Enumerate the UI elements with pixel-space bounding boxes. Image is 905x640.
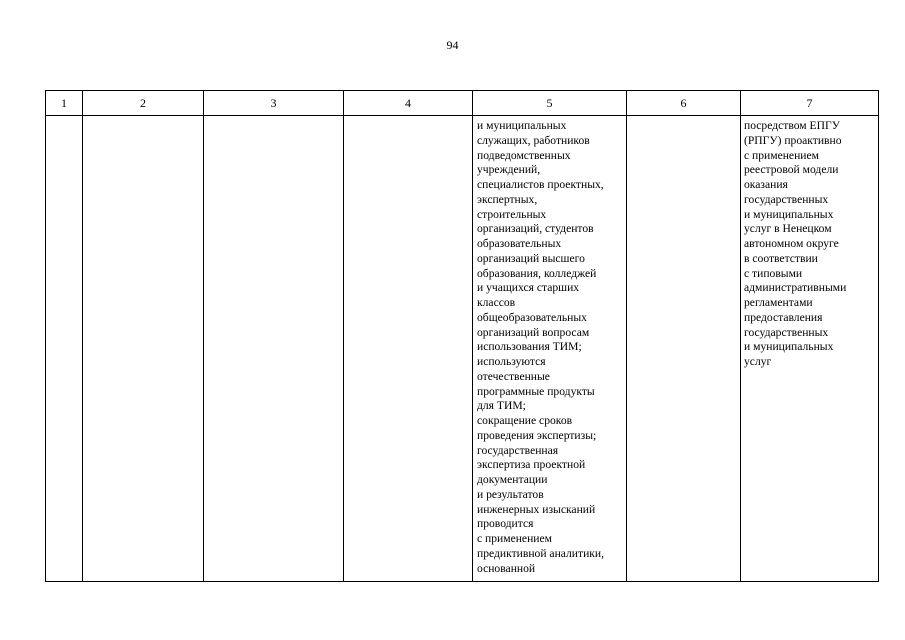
column-header-2: 2: [83, 91, 204, 116]
table-cell-col6: [627, 116, 741, 582]
column-header-7: 7: [741, 91, 879, 116]
cell-text-col7: посредством ЕПГУ (РПГУ) проактивно с применением реестровой модели оказания государственных и муниципальных услуг в Ненецком автономном округе в соответствии с типовыми административными регламентами предоставления государственных и муниципальных услуг: [744, 119, 847, 368]
cell-text-col1: [46, 116, 82, 119]
table-cell-col2: [83, 116, 204, 582]
cell-text-col6: [627, 116, 740, 119]
document-table: [45, 90, 879, 582]
table-cell-col3: [204, 116, 344, 582]
column-header-4: 4: [344, 91, 473, 116]
column-header-5: 5: [473, 91, 627, 116]
table-header-row: [46, 91, 879, 116]
column-header-6: 6: [627, 91, 741, 116]
cell-text-col5: и муниципальных служащих, работников подведомственных учреждений, специалистов проектных, экспертных, строительных организаций, студентов образовательных организаций высшего образования, колледжей и учащихся старших классов общеобразовательных организаций вопросам использования ТИМ; используются отечественные программные продукты для ТИМ; сокращение сроков проведения экспертизы; государственная экспертиза проектной документации и результатов инженерных изысканий проводится с применением предиктивной аналитики, основанной: [477, 119, 605, 575]
cell-text-col2: [83, 116, 203, 119]
column-header-3: 3: [204, 91, 344, 116]
table-cell-col7: [741, 116, 879, 582]
table-cell-col4: [344, 116, 473, 582]
cell-text-col3: [204, 116, 343, 119]
table-cell-col1: [46, 116, 83, 582]
table-cell-col5: [473, 116, 627, 582]
column-header-1: 1: [46, 91, 83, 116]
cell-text-col4: [344, 116, 472, 119]
table-row: [46, 116, 879, 582]
page-number: 94: [446, 38, 459, 52]
